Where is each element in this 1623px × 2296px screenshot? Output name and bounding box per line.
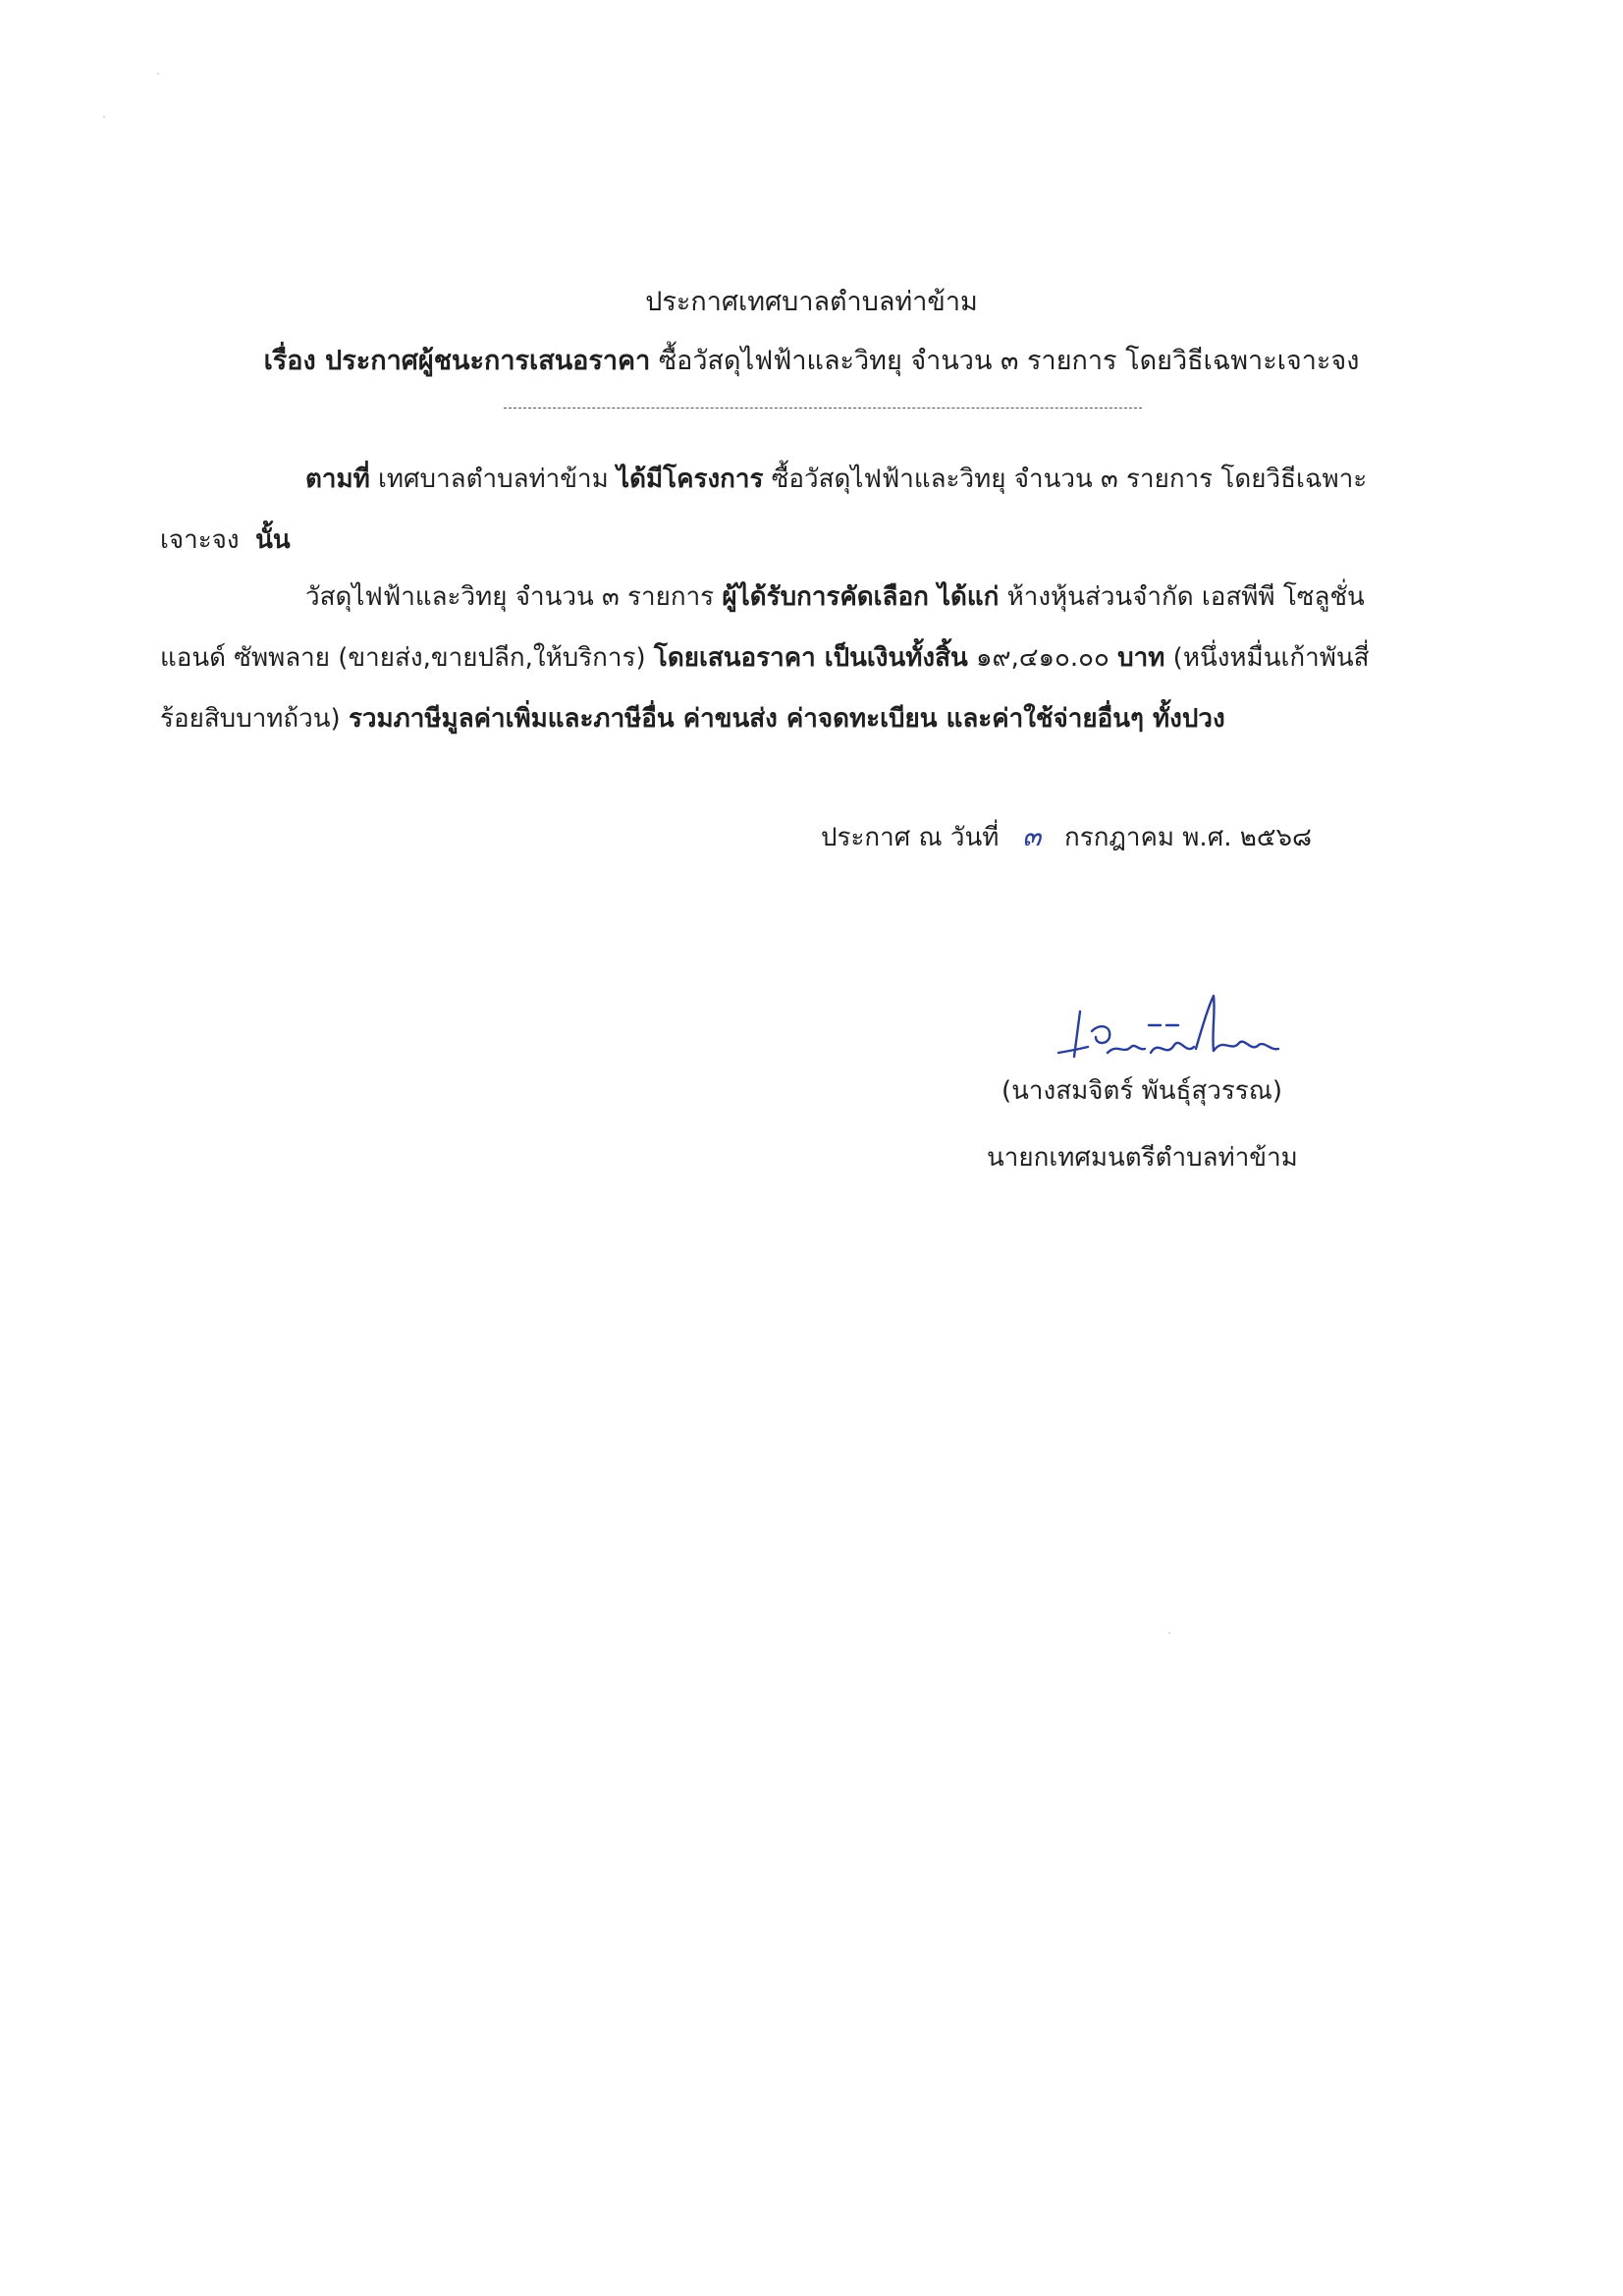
paragraph-winner: วัสดุไฟฟ้าและวิทยุ จำนวน ๓ รายการ ผู้ได้รับการคัดเลือก ได้แก่ ห้างหุ้นส่วนจำกัด เอสพีพี โซลูชั่น แอนด์ ซัพพลาย (ขายส่ง,ขายปลีก,ให้บริการ) โดยเสนอราคา เป็นเงินทั้งสิ้น ๑๙,๔๑๐.๐๐ บาท (หนึ่งหมื่นเก้าพันสี่ ร้อยสิบบาทถ้วน) รวมภาษีมูลค่าเพิ่มและภาษีอื่น ค่าขนส่ง ค่าจดทะเบียน และค่าใช้จ่ายอื่นๆ ทั้งปวง <box>160 582 1370 734</box>
announcement-title: ประกาศเทศบาลตำบลท่าข้าม <box>645 287 978 317</box>
announcement-subject <box>0 339 1623 381</box>
subject-bold: เรื่อง ประกาศผู้ชนะการเสนอราคา <box>263 346 651 376</box>
total-amount: ๑๙,๔๑๐.๐๐ <box>976 643 1109 673</box>
paragraph-intro: ตามที่ เทศบาลตำบลท่าข้าม ได้มีโครงการ ซื้อวัสดุไฟฟ้าและวิทยุ จำนวน ๓ รายการ โดยวิธีเฉพาะ เจาะจง นั้น <box>160 465 1368 555</box>
subject-rest: ซื้อวัสดุไฟฟ้าและวิทยุ จำนวน ๓ รายการ โดยวิธีเฉพาะเจาะจง <box>658 346 1360 376</box>
scan-speck <box>157 73 159 75</box>
scan-speck <box>103 116 105 118</box>
signatory-name: (นางสมจิตร์ พันธุ์สุวรรณ) <box>1001 1076 1283 1106</box>
signatory-position: นายกเทศมนตรีตำบลท่าข้าม <box>987 1143 1298 1173</box>
date-day-handwritten: ๓ <box>1022 820 1042 852</box>
announcement-date: ประกาศ ณ วันที่ ๓ กรกฎาคม พ.ศ. ๒๕๖๘ <box>821 815 1312 858</box>
divider-line <box>504 408 1142 409</box>
scan-speck <box>1168 1632 1170 1634</box>
signature-icon <box>1041 982 1296 1070</box>
